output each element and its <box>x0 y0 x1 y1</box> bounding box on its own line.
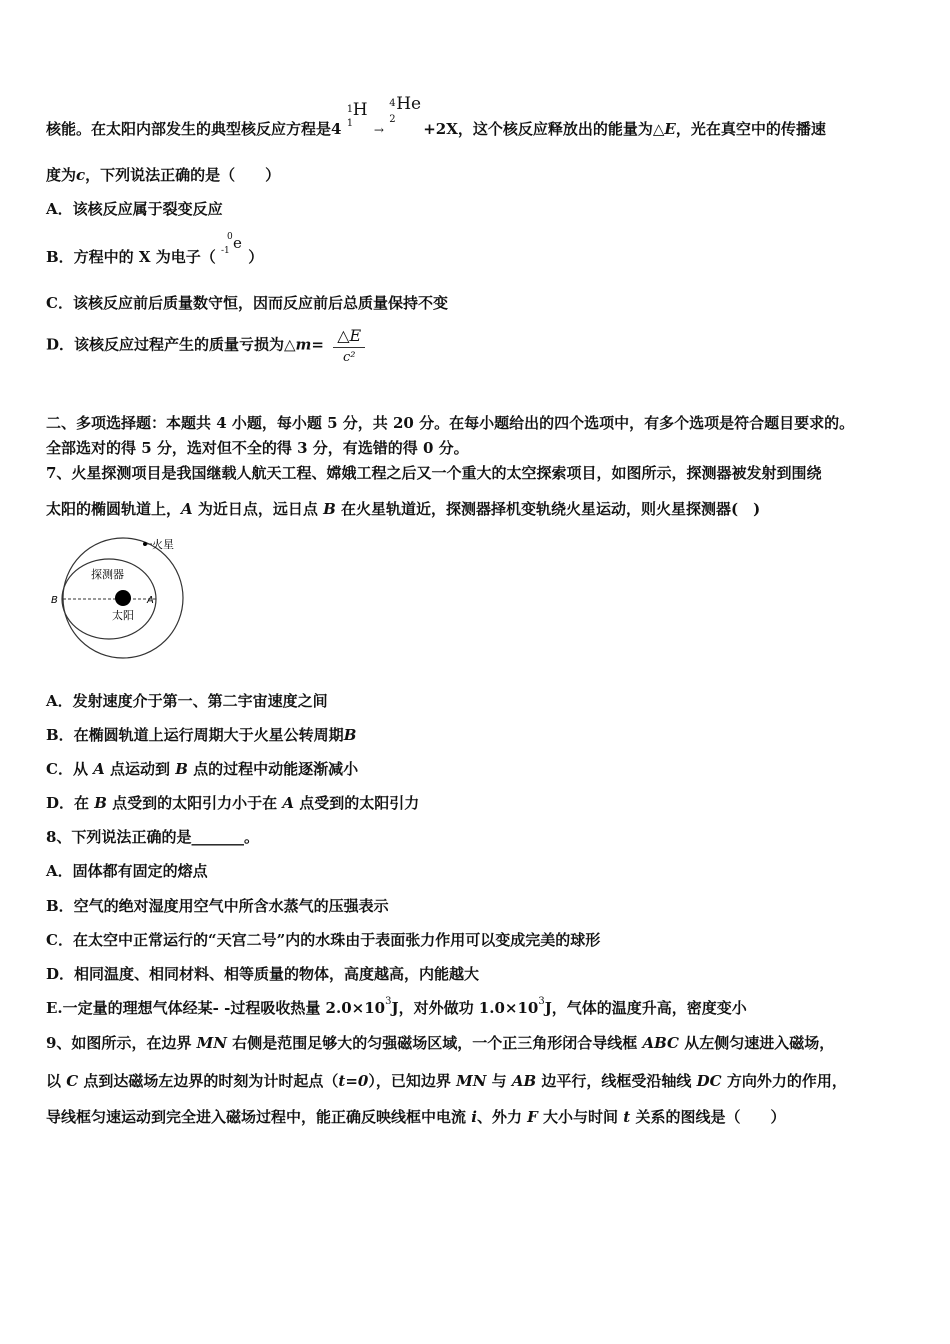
q7-option-c <box>46 758 358 779</box>
q8-stem-text: 8、下列说法正确的是_______。 <box>46 828 259 846</box>
q8-option-d <box>46 963 479 984</box>
q7-option-b <box>46 724 356 745</box>
q9-text-3a: 导线框匀速运动到完全进入磁场过程中，能正确反映线框中电流 <box>46 1108 472 1126</box>
q7-option-d-text-c: 点受到的太阳引力 <box>294 794 420 812</box>
q8-option-c <box>46 929 600 950</box>
fraction-denominator: c² <box>342 350 356 365</box>
section2-text-2: 全部选对的得 5 分，选对但不全的得 3 分，有选错的得 0 分。 <box>46 439 469 457</box>
q6-option-b-text-a: B．方程中的 X 为电子（ <box>46 248 216 266</box>
q9-var-mn-2: MN <box>456 1072 487 1090</box>
q9-stem-line2 <box>46 1070 847 1091</box>
q7-option-d-text-b: 点受到的太阳引力小于在 <box>106 794 283 812</box>
h-charge: 1 <box>346 118 354 129</box>
q9-text-3c: 大小与时间 <box>537 1108 624 1126</box>
q6-stem-line1 <box>46 94 826 139</box>
he-mass: 4 <box>389 98 396 109</box>
q8-option-e-text-b: J，对外做功 1.0×10 <box>391 999 539 1017</box>
q8-stem <box>46 826 259 847</box>
he-charge: 2 <box>389 114 396 125</box>
q8-option-b-text: B．空气的绝对湿度用空气中所含水蒸气的压强表示 <box>46 897 389 915</box>
q6-coef: 4 <box>331 120 342 138</box>
electron-symbol <box>221 232 243 262</box>
q9-var-c: C <box>66 1072 79 1090</box>
mass-defect-fraction <box>333 326 365 365</box>
helium-isotope <box>389 94 423 134</box>
q6-option-a-text: A．该核反应属于裂变反应 <box>46 200 223 218</box>
q7-option-b-text: B．在椭圆轨道上运行周期大于火星公转周期 <box>46 726 344 744</box>
hydrogen-isotope <box>346 100 369 134</box>
q9-text-1a: 9、如图所示，在边界 <box>46 1034 197 1052</box>
mars-dot <box>143 542 147 546</box>
q6-option-d-text: D．该核反应过程产生的质量亏损为△ <box>46 335 296 354</box>
q9-text-2e: 边平行，线框受沿轴线 <box>536 1072 697 1090</box>
q9-text-1c: 从左侧匀速进入磁场， <box>679 1034 835 1052</box>
label-point-a: A <box>147 595 154 606</box>
q8-option-e-text-c: J，气体的温度升高，密度变小 <box>544 999 747 1017</box>
q7-option-d-text-a: D．在 <box>46 794 95 812</box>
q6-option-b <box>46 232 264 267</box>
q7-stem-line1 <box>46 462 821 483</box>
q7-option-c-var-b: B <box>175 760 188 778</box>
q6-stem-text-b: +2X，这个核反应释放出的能量为△ <box>423 120 665 138</box>
q9-var-f: F <box>527 1108 538 1126</box>
q7-stem-text-2b: 为近日点，远日点 <box>192 500 324 518</box>
q8-option-c-text: C．在太空中正常运行的“天宫二号”内的水珠由于表面张力作用可以变成完美的球形 <box>46 931 601 949</box>
q6-stem-text-e: ，下列说法正确的是（ ） <box>85 166 281 184</box>
q6-stem-text-c: ，光在真空中的传播速 <box>675 120 826 138</box>
label-point-b: B <box>51 595 58 606</box>
q9-stem-line3 <box>46 1106 785 1127</box>
q9-var-dc: DC <box>696 1072 722 1090</box>
q7-stem-text-1: 7、火星探测项目是我国继载人航天工程、嫦娥工程之后又一个重大的太空探索项目，如图所示，探测器被发射到围绕 <box>46 464 822 482</box>
label-mars: 火星 <box>152 538 174 551</box>
fraction-numerator: △E <box>333 326 365 348</box>
q9-var-t: t <box>623 1108 631 1126</box>
q6-option-c-text: C．该核反应前后质量数守恒，因而反应前后总质量保持不变 <box>46 294 448 312</box>
q9-text-2b: 点到达磁场左边界的时刻为计时起点（ <box>78 1072 339 1090</box>
q7-option-d <box>46 792 419 813</box>
q9-text-2c: ），已知边界 <box>368 1072 457 1090</box>
q9-var-ab: AB <box>511 1072 537 1090</box>
q8-option-e-text-a: E.一定量的理想气体经某- -过程吸收热量 2.0×10 <box>46 999 386 1017</box>
orbit-diagram <box>46 532 196 664</box>
q9-text-2d: 与 <box>486 1072 512 1090</box>
q6-option-c <box>46 292 448 313</box>
q6-option-b-text-b: ） <box>248 248 264 266</box>
q9-var-mn: MN <box>196 1034 227 1052</box>
q8-option-e-exp-2: 3 <box>538 996 545 1007</box>
q7-option-c-var-a: A <box>93 760 105 778</box>
q9-text-3d: 关系的图线是（ ） <box>630 1108 786 1126</box>
q6-equals: = <box>311 335 324 354</box>
q8-option-e-exp-1: 3 <box>385 996 392 1007</box>
q8-option-d-text: D．相同温度、相同材料、相等质量的物体，高度越高，内能越大 <box>46 965 480 983</box>
q8-option-a <box>46 860 208 881</box>
q7-option-a-text: A．发射速度介于第一、第二宇宙速度之间 <box>46 692 328 710</box>
q7-option-c-text-a: C．从 <box>46 760 94 778</box>
q9-text-2a: 以 <box>46 1072 67 1090</box>
q7-option-d-var-a: A <box>282 794 295 812</box>
reaction-arrow: → <box>373 123 384 137</box>
q7-option-d-var-b: B <box>94 794 107 812</box>
q6-option-d <box>46 326 365 365</box>
q7-option-b-var: B <box>343 726 357 744</box>
q7-point-b: B <box>323 500 336 518</box>
q9-var-i: i <box>471 1108 477 1126</box>
sun-body <box>115 590 131 606</box>
e-letter: e <box>233 234 242 252</box>
q7-option-a <box>46 690 328 711</box>
q7-stem-text-2c: 在火星轨道近，探测器择机变轨绕火星运动，则火星探测器( ) <box>335 500 761 518</box>
h-symbol: H <box>352 100 368 120</box>
q6-var-m: m <box>295 335 312 354</box>
q6-option-a <box>46 198 223 219</box>
he-symbol: He <box>396 94 422 114</box>
q9-var-abc: ABC <box>642 1034 679 1052</box>
section2-line1 <box>46 412 854 433</box>
q6-stem-text-d: 度为 <box>46 166 77 184</box>
q9-text-2f: 方向外力的作用， <box>721 1072 847 1090</box>
q9-text-1b: 右侧是范围足够大的匀强磁场区域，一个正三角形闭合导线框 <box>227 1034 643 1052</box>
q6-var-c: c <box>76 166 86 184</box>
q6-stem-line2 <box>46 164 280 185</box>
label-sun: 太阳 <box>112 609 134 622</box>
q6-var-E: E <box>664 120 676 138</box>
q8-option-a-text: A．固体都有固定的熔点 <box>46 862 208 880</box>
q7-point-a: A <box>181 500 193 518</box>
q6-stem-text-a: 核能。在太阳内部发生的典型核反应方程是 <box>46 120 332 138</box>
q9-text-3b: 、外力 <box>476 1108 528 1126</box>
h-mass: 1 <box>346 104 354 115</box>
label-probe: 探测器 <box>91 568 124 581</box>
q7-stem-line2 <box>46 498 760 519</box>
section2-text-1: 二、多项选择题：本题共 4 小题，每小题 5 分，共 20 分。在每小题给出的四个选项中，有多个选项是符合题目要求的。 <box>46 414 855 432</box>
q9-stem-line1 <box>46 1032 834 1053</box>
e-charge: -1 <box>221 246 230 256</box>
section2-line2 <box>46 437 469 458</box>
q7-stem-text-2a: 太阳的椭圆轨道上， <box>46 500 182 518</box>
e-mass: 0 <box>227 232 233 242</box>
q7-option-c-text-b: 点运动到 <box>104 760 176 778</box>
q7-option-c-text-c: 点的过程中动能逐渐减小 <box>187 760 359 778</box>
q9-var-t0: t=0 <box>338 1072 369 1090</box>
q8-option-e <box>46 997 747 1018</box>
q8-option-b <box>46 895 389 916</box>
